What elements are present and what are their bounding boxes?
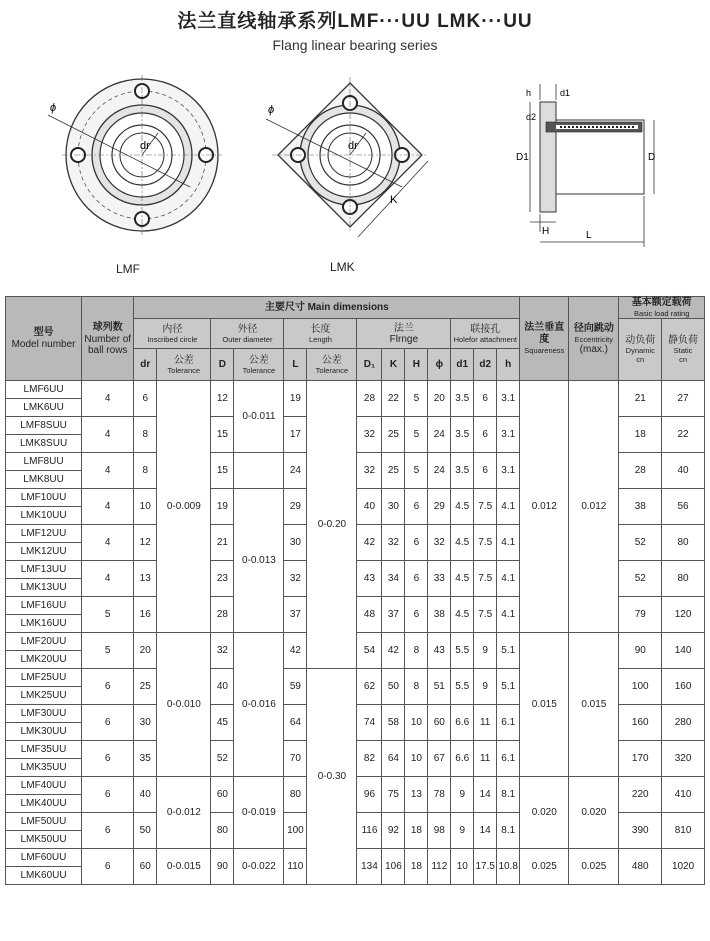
static-load: 1020 (662, 849, 705, 885)
dynamic-load: 170 (619, 741, 662, 777)
model-lmf: LMF10UU (6, 489, 82, 507)
model-lmk: LMK60UU (6, 867, 82, 885)
static-load: 80 (662, 525, 705, 561)
lmk-label: LMK (330, 260, 355, 274)
d2-value: 6 (474, 453, 497, 489)
ball-rows: 4 (82, 381, 134, 417)
model-lmk: LMK12UU (6, 543, 82, 561)
d1-value: 3.5 (451, 417, 474, 453)
ball-rows: 4 (82, 453, 134, 489)
squareness-value: 0.025 (520, 849, 569, 885)
K-value: 25 (382, 417, 405, 453)
ball-rows: 6 (82, 849, 134, 885)
static-load: 280 (662, 705, 705, 741)
dynamic-load: 79 (619, 597, 662, 633)
D-value: 28 (211, 597, 234, 633)
col-main-dimensions: 主要尺寸 Main dimensions (134, 297, 520, 319)
h-value: 4.1 (497, 597, 520, 633)
h-value: 5.1 (497, 633, 520, 669)
K-value: 32 (382, 525, 405, 561)
dynamic-load: 52 (619, 561, 662, 597)
D-value: 40 (211, 669, 234, 705)
D1-value: 48 (357, 597, 382, 633)
model-lmk: LMK20UU (6, 651, 82, 669)
d2-value: 9 (474, 669, 497, 705)
model-lmf: LMF30UU (6, 705, 82, 723)
ball-rows: 6 (82, 669, 134, 705)
sub-L: L (284, 349, 307, 381)
D-value: 15 (211, 417, 234, 453)
model-lmf: LMF13UU (6, 561, 82, 579)
dr-value: 8 (134, 453, 157, 489)
squareness-value: 0.012 (520, 381, 569, 633)
model-lmk: LMK8SUU (6, 435, 82, 453)
side-L-label: L (586, 230, 592, 241)
L-value: 59 (284, 669, 307, 705)
model-lmk: LMK40UU (6, 795, 82, 813)
dr-value: 40 (134, 777, 157, 813)
D-tolerance: 0-0.016 (234, 633, 284, 777)
h-value: 3.1 (497, 381, 520, 417)
dr-value: 60 (134, 849, 157, 885)
phi-value: 32 (428, 525, 451, 561)
side-d2-label: d2 (526, 112, 537, 122)
dynamic-load: 38 (619, 489, 662, 525)
lmf-phi-label: ϕ (50, 102, 57, 114)
model-lmf: LMF8SUU (6, 417, 82, 435)
side-H-label: H (542, 226, 550, 237)
lmf-diagram (30, 75, 230, 255)
h-value: 8.1 (497, 813, 520, 849)
d2-value: 14 (474, 777, 497, 813)
table-row (6, 381, 705, 399)
D-tolerance: 0-0.022 (234, 849, 284, 885)
phi-value: 33 (428, 561, 451, 597)
phi-value: 112 (428, 849, 451, 885)
d1-value: 9 (451, 777, 474, 813)
col-load-rating: 基本额定载荷 Basic load rating (619, 297, 705, 319)
D-tolerance (234, 453, 284, 489)
D1-value: 28 (357, 381, 382, 417)
phi-value: 43 (428, 633, 451, 669)
phi-value: 24 (428, 453, 451, 489)
page-subtitle: Flang linear bearing series (272, 37, 438, 53)
d2-value: 11 (474, 705, 497, 741)
static-load: 320 (662, 741, 705, 777)
h-value: 3.1 (497, 453, 520, 489)
col-outer: 外径 Outer diameter (211, 319, 284, 349)
K-value: 25 (382, 453, 405, 489)
L-value: 24 (284, 453, 307, 489)
static-load: 27 (662, 381, 705, 417)
sub-L-tol: 公差 Tolerance (307, 349, 357, 381)
phi-value: 60 (428, 705, 451, 741)
ball-rows: 4 (82, 525, 134, 561)
ball-rows: 6 (82, 813, 134, 849)
K-value: 34 (382, 561, 405, 597)
dr-value: 16 (134, 597, 157, 633)
L-value: 19 (284, 381, 307, 417)
phi-value: 67 (428, 741, 451, 777)
D-value: 80 (211, 813, 234, 849)
H-value: 5 (405, 417, 428, 453)
side-section-diagram (490, 82, 665, 252)
dr-tolerance: 0-0.015 (157, 849, 211, 885)
dr-value: 25 (134, 669, 157, 705)
d1-value: 3.5 (451, 453, 474, 489)
d1-value: 4.5 (451, 597, 474, 633)
ball-rows: 6 (82, 777, 134, 813)
model-lmk: LMK8UU (6, 471, 82, 489)
model-lmf: LMF6UU (6, 381, 82, 399)
model-lmk: LMK35UU (6, 759, 82, 777)
dr-tolerance: 0-0.012 (157, 777, 211, 849)
phi-value: 98 (428, 813, 451, 849)
col-flange: 法兰 Flrnge (357, 319, 451, 349)
d1-value: 4.5 (451, 561, 474, 597)
L-value: 37 (284, 597, 307, 633)
sub-D1: D₁ (357, 349, 382, 381)
dr-value: 12 (134, 525, 157, 561)
dynamic-load: 21 (619, 381, 662, 417)
K-value: 22 (382, 381, 405, 417)
L-value: 70 (284, 741, 307, 777)
squareness-value: 0.020 (520, 777, 569, 849)
model-lmk: LMK13UU (6, 579, 82, 597)
dr-tolerance: 0-0.009 (157, 381, 211, 633)
H-value: 8 (405, 633, 428, 669)
dr-value: 6 (134, 381, 157, 417)
spec-table (5, 296, 705, 885)
d2-value: 14 (474, 813, 497, 849)
static-load: 160 (662, 669, 705, 705)
d1-value: 9 (451, 813, 474, 849)
col-inscribed: 内径 Inscribed circle (134, 319, 211, 349)
H-value: 8 (405, 669, 428, 705)
dynamic-load: 220 (619, 777, 662, 813)
model-lmk: LMK10UU (6, 507, 82, 525)
col-hole: 联接孔 Holefor attachment (451, 319, 520, 349)
model-lmk: LMK50UU (6, 831, 82, 849)
static-load: 410 (662, 777, 705, 813)
d2-value: 11 (474, 741, 497, 777)
squareness-value: 0.015 (520, 633, 569, 777)
h-value: 10.8 (497, 849, 520, 885)
ball-rows: 5 (82, 597, 134, 633)
model-lmf: LMF25UU (6, 669, 82, 687)
col-squareness: 法兰垂直度 Squareness (520, 297, 569, 381)
dynamic-load: 18 (619, 417, 662, 453)
model-lmf: LMF35UU (6, 741, 82, 759)
L-value: 80 (284, 777, 307, 813)
dynamic-load: 480 (619, 849, 662, 885)
col-static: 静负荷 Static cn (662, 319, 705, 381)
d1-value: 6.6 (451, 705, 474, 741)
lmk-phi-label: ϕ (268, 104, 275, 116)
sub-d2: d2 (474, 349, 497, 381)
D1-value: 32 (357, 417, 382, 453)
lmk-dr-label: dr (348, 140, 358, 152)
H-value: 5 (405, 381, 428, 417)
D1-value: 32 (357, 453, 382, 489)
dynamic-load: 160 (619, 705, 662, 741)
H-value: 6 (405, 489, 428, 525)
d2-value: 7.5 (474, 525, 497, 561)
side-D-label: D (648, 152, 656, 163)
D-value: 19 (211, 489, 234, 525)
D1-value: 82 (357, 741, 382, 777)
phi-value: 24 (428, 417, 451, 453)
model-lmk: LMK6UU (6, 399, 82, 417)
d1-value: 4.5 (451, 525, 474, 561)
sub-dr: dr (134, 349, 157, 381)
H-value: 6 (405, 597, 428, 633)
L-value: 17 (284, 417, 307, 453)
col-length: 长度 Length (284, 319, 357, 349)
sub-K: K (382, 349, 405, 381)
d1-value: 3.5 (451, 381, 474, 417)
d1-value: 6.6 (451, 741, 474, 777)
D1-value: 42 (357, 525, 382, 561)
ball-rows: 4 (82, 561, 134, 597)
side-D1-label: D1 (516, 152, 529, 163)
D-value: 15 (211, 453, 234, 489)
phi-value: 51 (428, 669, 451, 705)
model-lmk: LMK25UU (6, 687, 82, 705)
d1-value: 10 (451, 849, 474, 885)
D-value: 60 (211, 777, 234, 813)
sub-dr-tol: 公差 Tolerance (157, 349, 211, 381)
H-value: 18 (405, 849, 428, 885)
L-tolerance: 0-0.20 (307, 381, 357, 669)
K-value: 58 (382, 705, 405, 741)
D-tolerance: 0-0.011 (234, 381, 284, 453)
H-value: 10 (405, 741, 428, 777)
col-model: 型号 Model number (6, 297, 82, 381)
static-load: 80 (662, 561, 705, 597)
h-value: 6.1 (497, 741, 520, 777)
model-lmf: LMF40UU (6, 777, 82, 795)
L-value: 42 (284, 633, 307, 669)
ball-rows: 6 (82, 741, 134, 777)
D1-value: 43 (357, 561, 382, 597)
d2-value: 6 (474, 417, 497, 453)
col-ball-rows: 球列数 Number of ball rows (82, 297, 134, 381)
model-lmf: LMF50UU (6, 813, 82, 831)
L-tolerance: 0-0.30 (307, 669, 357, 885)
sub-h: h (497, 349, 520, 381)
ball-rows: 5 (82, 633, 134, 669)
h-value: 4.1 (497, 525, 520, 561)
dr-tolerance: 0-0.010 (157, 633, 211, 777)
phi-value: 29 (428, 489, 451, 525)
H-value: 6 (405, 561, 428, 597)
dynamic-load: 28 (619, 453, 662, 489)
K-value: 50 (382, 669, 405, 705)
model-lmk: LMK16UU (6, 615, 82, 633)
lmf-label: LMF (116, 262, 140, 276)
dr-value: 35 (134, 741, 157, 777)
H-value: 5 (405, 453, 428, 489)
K-value: 106 (382, 849, 405, 885)
d1-value: 5.5 (451, 633, 474, 669)
D1-value: 116 (357, 813, 382, 849)
D1-value: 134 (357, 849, 382, 885)
sub-d1: d1 (451, 349, 474, 381)
ball-rows: 4 (82, 417, 134, 453)
D-value: 23 (211, 561, 234, 597)
L-value: 64 (284, 705, 307, 741)
H-value: 6 (405, 525, 428, 561)
phi-value: 78 (428, 777, 451, 813)
ball-rows: 6 (82, 705, 134, 741)
D-value: 90 (211, 849, 234, 885)
H-value: 18 (405, 813, 428, 849)
D1-value: 40 (357, 489, 382, 525)
dynamic-load: 90 (619, 633, 662, 669)
model-lmf: LMF20UU (6, 633, 82, 651)
D-value: 32 (211, 633, 234, 669)
eccentricity-value: 0.015 (569, 633, 619, 777)
model-lmf: LMF12UU (6, 525, 82, 543)
spec-table-body (6, 381, 705, 885)
K-value: 30 (382, 489, 405, 525)
model-lmf: LMF16UU (6, 597, 82, 615)
static-load: 120 (662, 597, 705, 633)
d2-value: 7.5 (474, 597, 497, 633)
phi-value: 38 (428, 597, 451, 633)
K-value: 75 (382, 777, 405, 813)
h-value: 8.1 (497, 777, 520, 813)
h-value: 5.1 (497, 669, 520, 705)
lmk-diagram (252, 75, 462, 250)
h-value: 4.1 (497, 561, 520, 597)
dr-value: 13 (134, 561, 157, 597)
D1-value: 62 (357, 669, 382, 705)
lmk-k-label: K (390, 194, 398, 206)
sub-phi: ϕ (428, 349, 451, 381)
dr-value: 10 (134, 489, 157, 525)
d2-value: 17.5 (474, 849, 497, 885)
D-value: 45 (211, 705, 234, 741)
h-value: 3.1 (497, 417, 520, 453)
static-load: 22 (662, 417, 705, 453)
L-value: 32 (284, 561, 307, 597)
lmf-dr-label: dr (140, 140, 150, 152)
eccentricity-value: 0.020 (569, 777, 619, 849)
col-eccentricity: 径向跳动 Eccentricity (max.) (569, 297, 619, 381)
D-tolerance: 0-0.013 (234, 489, 284, 633)
H-value: 10 (405, 705, 428, 741)
h-value: 6.1 (497, 705, 520, 741)
K-value: 64 (382, 741, 405, 777)
L-value: 30 (284, 525, 307, 561)
dr-value: 50 (134, 813, 157, 849)
static-load: 140 (662, 633, 705, 669)
D1-value: 54 (357, 633, 382, 669)
L-value: 110 (284, 849, 307, 885)
sub-H: H (405, 349, 428, 381)
d1-value: 5.5 (451, 669, 474, 705)
D-tolerance: 0-0.019 (234, 777, 284, 849)
D-value: 52 (211, 741, 234, 777)
model-lmk: LMK30UU (6, 723, 82, 741)
d1-value: 4.5 (451, 489, 474, 525)
H-value: 13 (405, 777, 428, 813)
d2-value: 6 (474, 381, 497, 417)
K-value: 37 (382, 597, 405, 633)
dynamic-load: 52 (619, 525, 662, 561)
d2-value: 7.5 (474, 489, 497, 525)
K-value: 42 (382, 633, 405, 669)
side-h-label: h (526, 88, 532, 98)
L-value: 100 (284, 813, 307, 849)
h-value: 4.1 (497, 489, 520, 525)
eccentricity-value: 0.012 (569, 381, 619, 633)
static-load: 810 (662, 813, 705, 849)
side-d1-label: d1 (560, 88, 571, 98)
col-dynamic: 动负荷 Dynamic cn (619, 319, 662, 381)
model-lmf: LMF8UU (6, 453, 82, 471)
D-value: 12 (211, 381, 234, 417)
d2-value: 9 (474, 633, 497, 669)
ball-rows: 4 (82, 489, 134, 525)
d2-value: 7.5 (474, 561, 497, 597)
D-value: 21 (211, 525, 234, 561)
dr-value: 8 (134, 417, 157, 453)
sub-D: D (211, 349, 234, 381)
static-load: 40 (662, 453, 705, 489)
dynamic-load: 390 (619, 813, 662, 849)
phi-value: 20 (428, 381, 451, 417)
eccentricity-value: 0.025 (569, 849, 619, 885)
dr-value: 30 (134, 705, 157, 741)
model-lmf: LMF60UU (6, 849, 82, 867)
dr-value: 20 (134, 633, 157, 669)
static-load: 56 (662, 489, 705, 525)
K-value: 92 (382, 813, 405, 849)
L-value: 29 (284, 489, 307, 525)
page-title: 法兰直线轴承系列LMF···UU LMK···UU (177, 11, 533, 32)
sub-D-tol: 公差 Tolerance (234, 349, 284, 381)
dynamic-load: 100 (619, 669, 662, 705)
D1-value: 74 (357, 705, 382, 741)
D1-value: 96 (357, 777, 382, 813)
